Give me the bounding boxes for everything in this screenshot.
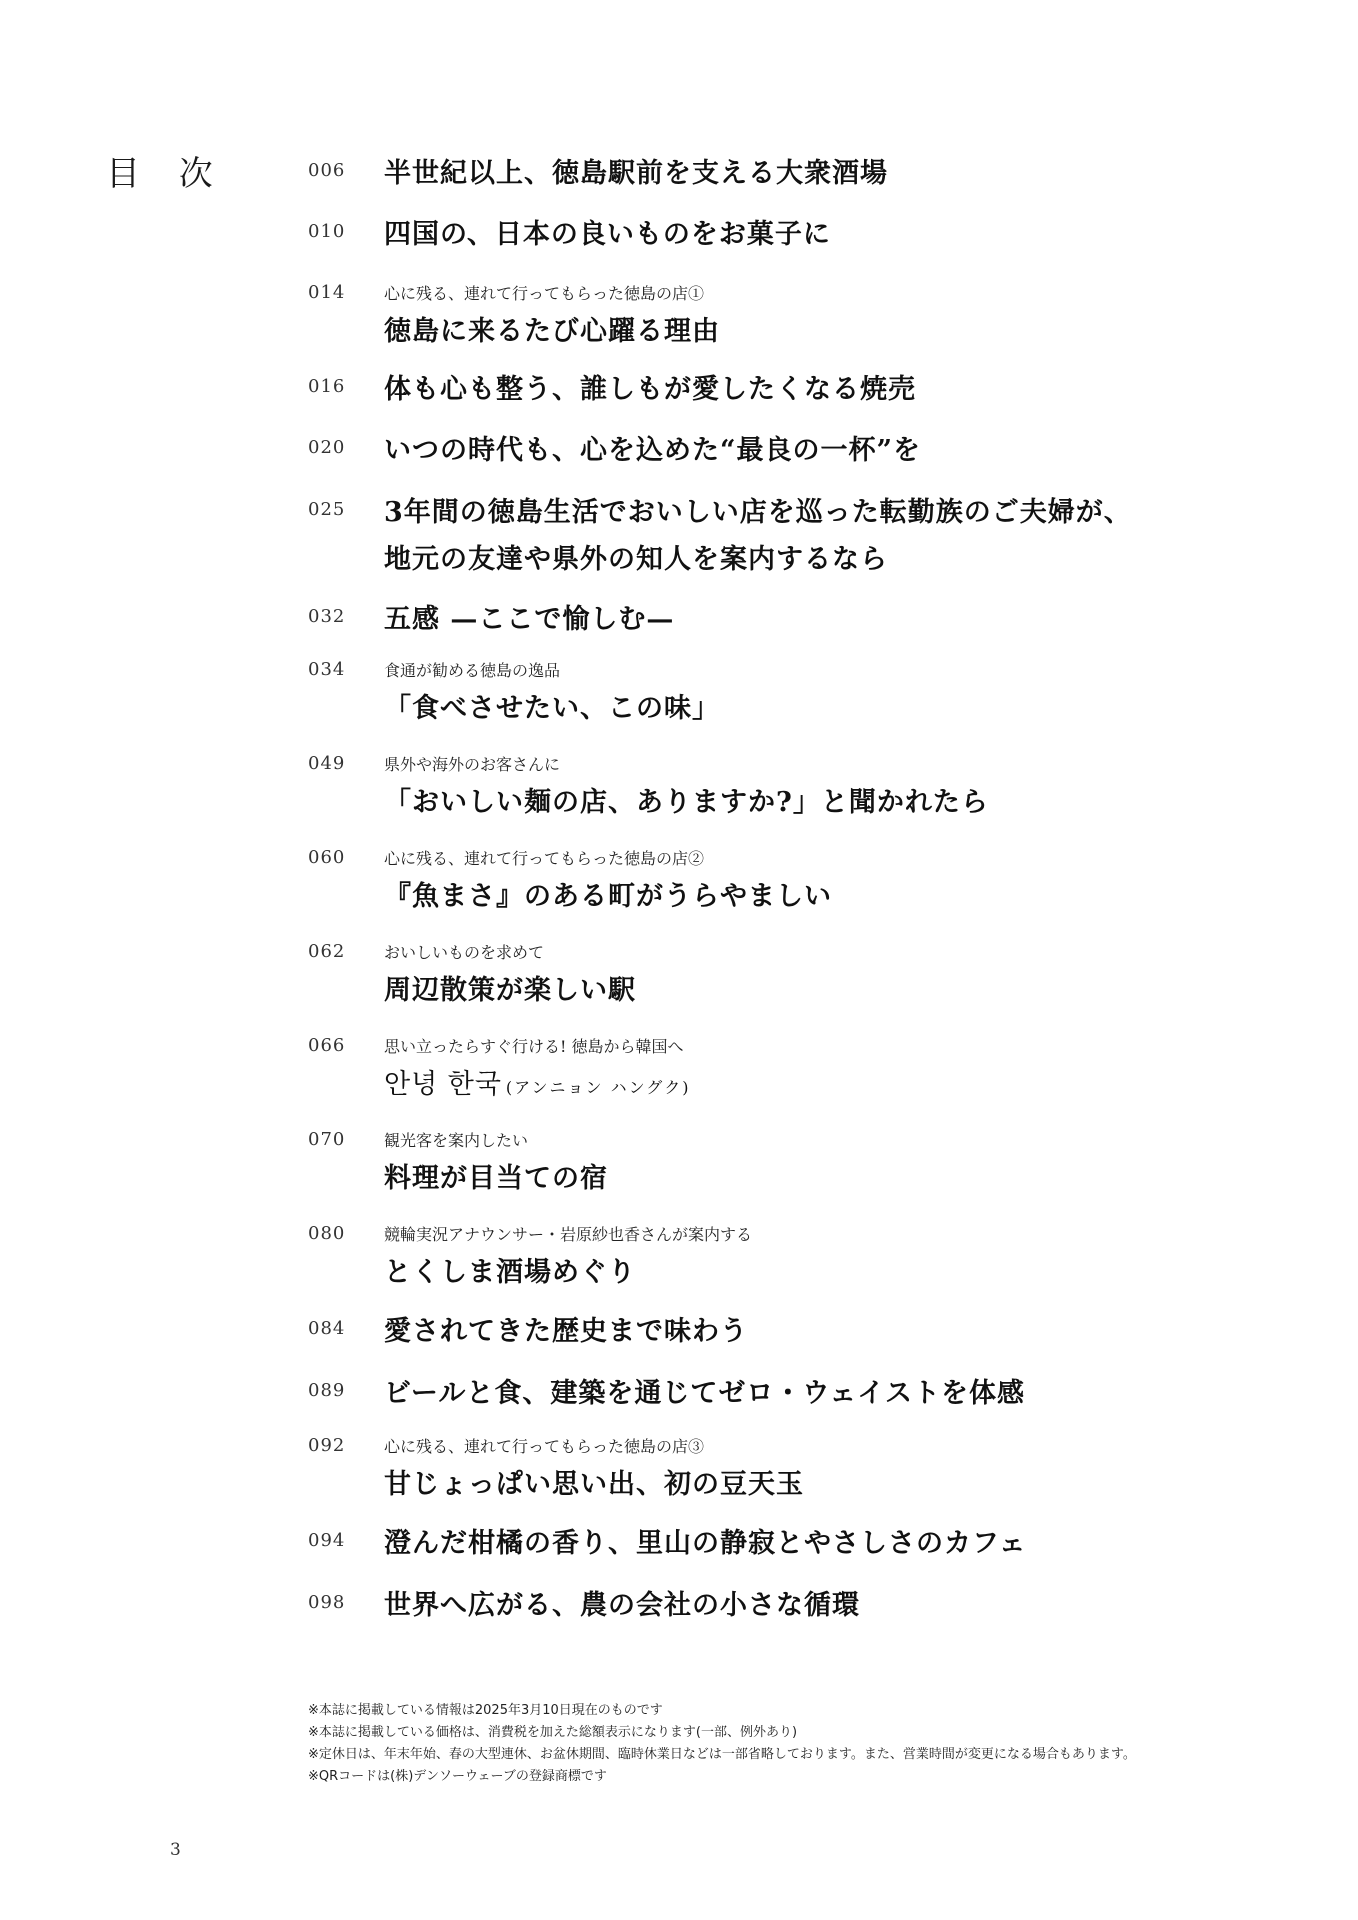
page-number: 3 (170, 1840, 181, 1860)
toc-title: 甘じょっぱい思い出、初の豆天玉 (384, 1469, 804, 1500)
toc-title: 周辺散策が楽しい駅 (384, 975, 636, 1006)
toc-title: 愛されてきた歴史まで味わう (384, 1316, 748, 1347)
toc-page-number: 066 (308, 1035, 346, 1056)
toc-title: 五感 —ここで愉しむ— (384, 604, 675, 635)
toc-page-number: 020 (308, 437, 346, 458)
toc-subtitle: 心に残る、連れて行ってもらった徳島の店③ (384, 1437, 705, 1456)
toc-subtitle: おいしいものを求めて (384, 943, 545, 962)
toc-title: 半世紀以上、徳島駅前を支える大衆酒場 (384, 158, 888, 189)
footnote: ※QRコードは(株)デンソーウェーブの登録商標です (308, 1769, 607, 1784)
toc-title-korean: 안녕 한국 (384, 1069, 502, 1100)
toc-subtitle: 県外や海外のお客さんに (384, 755, 561, 774)
toc-page-number: 049 (308, 753, 346, 774)
toc-title-line-2: 地元の友達や県外の知人を案内するなら (384, 544, 888, 575)
toc-page-number: 070 (308, 1129, 346, 1150)
toc-page-number: 016 (308, 376, 346, 397)
toc-page-number: 092 (308, 1435, 346, 1456)
toc-page-number: 010 (308, 221, 346, 242)
footnote: ※本誌に掲載している情報は2025年3月10日現在のものです (308, 1703, 663, 1718)
toc-title: 「おいしい麺の店、ありますか?」と聞かれたら (384, 787, 989, 818)
toc-page-number: 094 (308, 1530, 346, 1551)
toc-page-number: 062 (308, 941, 346, 962)
toc-subtitle: 競輪実況アナウンサー・岩原紗也香さんが案内する (384, 1225, 753, 1244)
toc-title: 料理が目当ての宿 (384, 1163, 608, 1194)
toc-title-reading: (アンニョン ハングク) (505, 1078, 691, 1097)
toc-title: 澄んだ柑橘の香り、里山の静寂とやさしさのカフェ (384, 1528, 1027, 1559)
toc-title: 3年間の徳島生活でおいしい店を巡った転勤族のご夫婦が、 (384, 497, 1132, 528)
toc-page-number: 034 (308, 659, 346, 680)
toc-page-number: 006 (308, 160, 346, 181)
toc-title: 「食べさせたい、この味」 (384, 693, 720, 724)
toc-heading: 目 次 (106, 154, 227, 194)
toc-subtitle: 心に残る、連れて行ってもらった徳島の店② (384, 849, 705, 868)
toc-title (384, 1062, 691, 1101)
toc-page-number: 080 (308, 1223, 346, 1244)
toc-title: とくしま酒場めぐり (384, 1257, 636, 1288)
toc-title: 徳島に来るたび心躍る理由 (384, 316, 720, 347)
footnote: ※本誌に掲載している価格は、消費税を加えた総額表示になります(一部、例外あり) (308, 1725, 798, 1740)
footnote: ※定休日は、年末年始、春の大型連休、お盆休期間、臨時休業日などは一部省略しております。また、営業時間が変更になる場合もあります。 (308, 1747, 1136, 1762)
toc-page-number: 084 (308, 1318, 346, 1339)
toc-page-number: 089 (308, 1380, 346, 1401)
toc-subtitle: 食通が勧める徳島の逸品 (384, 661, 561, 680)
toc-subtitle: 心に残る、連れて行ってもらった徳島の店① (384, 284, 705, 303)
toc-page-number: 014 (308, 282, 346, 303)
toc-subtitle: 観光客を案内したい (384, 1131, 529, 1150)
toc-title: 四国の、日本の良いものをお菓子に (384, 219, 831, 250)
toc-title: 世界へ広がる、農の会社の小さな循環 (384, 1590, 860, 1621)
toc-title: 『魚まさ』のある町がうらやましい (384, 881, 832, 912)
toc-subtitle: 思い立ったらすぐ行ける! 徳島から韓国へ (384, 1037, 684, 1056)
toc-title: ビールと食、建築を通じてゼロ・ウェイストを体感 (384, 1378, 1026, 1409)
toc-page-number: 060 (308, 847, 346, 868)
toc-title: いつの時代も、心を込めた“最良の一杯”を (384, 435, 922, 466)
toc-page-number: 098 (308, 1592, 346, 1613)
toc-page-number: 025 (308, 499, 346, 520)
toc-page-number: 032 (308, 606, 346, 627)
footnotes (308, 1700, 1136, 1788)
toc-title: 体も心も整う、誰しもが愛したくなる焼売 (384, 374, 916, 405)
